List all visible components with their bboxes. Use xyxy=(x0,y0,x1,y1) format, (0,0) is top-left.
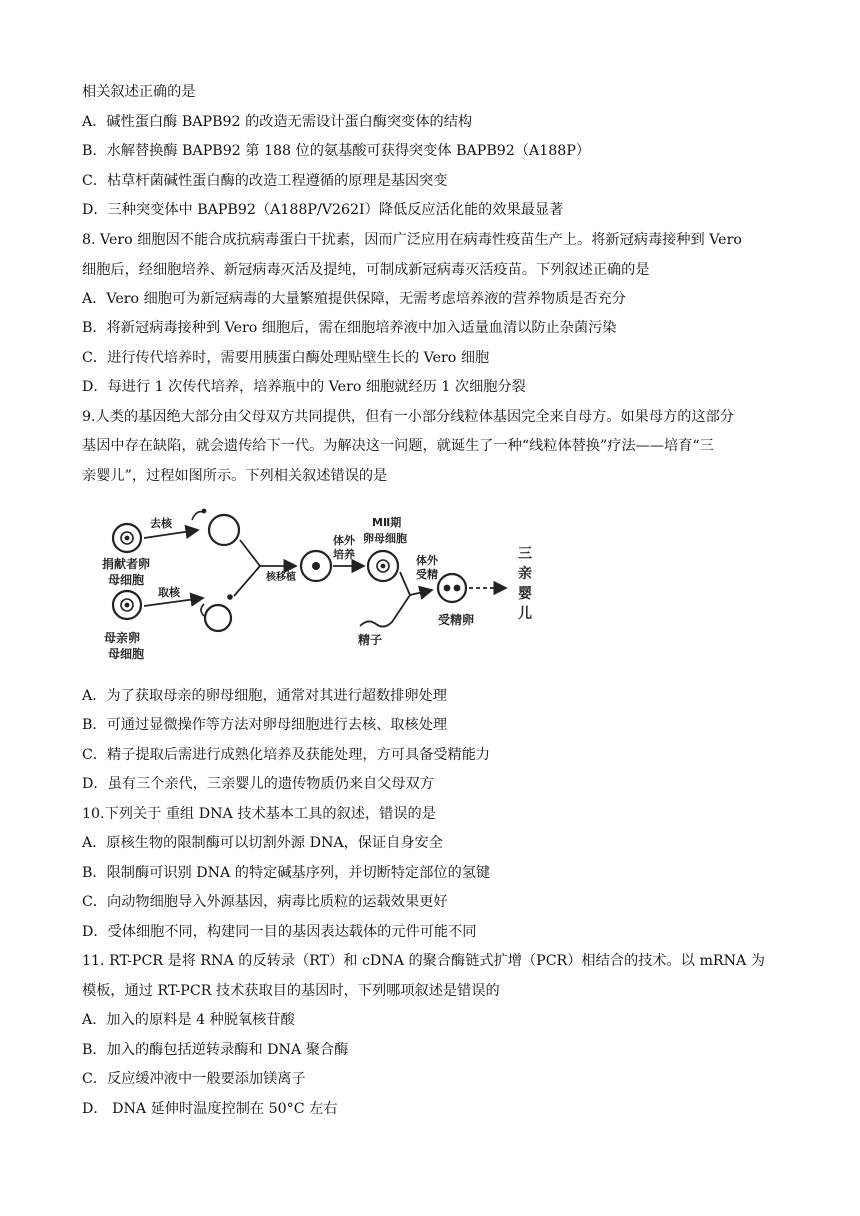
q9-stem-line-2: 基因中存在缺陷，就会遗传给下一代。为解决这一问题，就诞生了一种“线粒体替换”疗法——培育“三 xyxy=(82,438,714,454)
baby-label-char-4: 儿 xyxy=(518,606,532,622)
donor-oocyte xyxy=(113,524,141,552)
q8-stem-line-1: 8. Vero 细胞因不能合成抗病毒蛋白干扰素，因而广泛应用在病毒性疫苗生产上。将新冠病毒接种到 Vero xyxy=(82,232,742,248)
removed-nucleus-dot xyxy=(192,509,206,520)
mother-oocyte-remnant xyxy=(201,604,231,631)
mii-label-line-1: MⅡ期 xyxy=(372,516,402,529)
q7-option-a: A．碱性蛋白酶 BAPB92 的改造无需设计蛋白酶突变体的结构 xyxy=(82,114,473,130)
q10-option-d: D．受体细胞不同，构建同一目的基因表达载体的元件可能不同 xyxy=(82,924,477,940)
enucleated-oocyte xyxy=(209,515,239,545)
fertilized-egg-label: 受精卵 xyxy=(438,613,475,627)
mother-label-line-2: 母细胞 xyxy=(108,647,145,661)
mother-label-line-1: 母亲卵 xyxy=(104,631,141,645)
mii-oocyte xyxy=(368,551,398,581)
reconstructed-oocyte xyxy=(301,551,331,581)
q9-option-b: B．可通过显微操作等方法对卵母细胞进行去核、取核处理 xyxy=(82,717,448,733)
nuclear-transfer-label: 核移植 xyxy=(266,572,296,583)
mii-label-line-2: 卵母细胞 xyxy=(363,532,407,545)
baby-label-char-1: 三 xyxy=(518,546,532,562)
remove-nucleus-label: 去核 xyxy=(150,517,172,530)
q7-option-c: C．枯草杆菌碱性蛋白酶的改造工程遵循的原理是基因突变 xyxy=(82,173,448,189)
sperm-path xyxy=(360,595,410,627)
q11-option-a: A．加入的原料是 4 种脱氧核苷酸 xyxy=(82,1012,295,1028)
three-parent-baby-diagram xyxy=(100,500,550,675)
q10-stem: 10.下列关于 重组 DNA 技术基本工具的叙述，错误的是 xyxy=(82,806,436,822)
q8-option-a: A．Vero 细胞可为新冠病毒的大量繁殖提供保障，无需考虑培养液的营养物质是否充分 xyxy=(82,291,626,307)
sperm-label: 精子 xyxy=(358,633,383,647)
fertilized-egg xyxy=(438,574,466,602)
q8-option-d: D．每进行 1 次传代培养，培养瓶中的 Vero 细胞就经历 1 次细胞分裂 xyxy=(82,379,526,395)
q10-option-b: B．限制酶可识别 DNA 的特定碱基序列，并切断特定部位的氢键 xyxy=(82,865,491,881)
q9-stem-line-1: 9.人类的基因绝大部分由父母双方共同提供，但有一小部分线粒体基因完全来自母方。如果母方的这部分 xyxy=(82,409,734,425)
q7-option-b: B．水解替换酶 BAPB92 第 188 位的氨基酸可获得突变体 BAPB92（A188P） xyxy=(82,143,591,159)
remove-nucleus-arrow xyxy=(144,530,198,538)
merge-line-top xyxy=(240,540,260,566)
q8-stem-line-2: 细胞后，经细胞培养、新冠病毒灭活及提纯，可制成新冠病毒灭活疫苗。下列叙述正确的是 xyxy=(82,262,650,278)
q11-option-c: C．反应缓冲液中一般要添加镁离子 xyxy=(82,1071,306,1087)
q7-stem-tail: 相关叙述正确的是 xyxy=(82,84,196,100)
q11-option-d: D． DNA 延伸时温度控制在 50°C 左右 xyxy=(82,1101,338,1117)
q9-option-c: C．精子提取后需进行成熟化培养及获能处理，方可具备受精能力 xyxy=(82,747,491,763)
donor-label-line-2: 母细胞 xyxy=(108,573,145,587)
take-nucleus-arrow xyxy=(144,598,203,606)
fertilization-label-line-2: 受精 xyxy=(416,568,438,581)
mother-nucleus-dot xyxy=(227,594,233,600)
q9-option-a: A．为了获取母亲的卵母细胞，通常对其进行超数排卵处理 xyxy=(82,688,447,704)
q11-option-b: B．加入的酶包括逆转录酶和 DNA 聚合酶 xyxy=(82,1042,349,1058)
q7-option-d: D．三种突变体中 BAPB92（A188P/V262I）降低反应活化能的效果最显著 xyxy=(82,202,564,218)
baby-label-char-3: 婴 xyxy=(518,586,532,602)
q8-option-b: B．将新冠病毒接种到 Vero 细胞后，需在细胞培养液中加入适量血清以防止杂菌污染 xyxy=(82,320,617,336)
take-nucleus-label: 取核 xyxy=(158,586,180,599)
q9-stem-line-3: 亲婴儿”，过程如图所示。下列相关叙述错误的是 xyxy=(82,468,388,484)
q9-option-d: D．虽有三个亲代，三亲婴儿的遗传物质仍来自父母双方 xyxy=(82,776,434,792)
fertilization-arrow xyxy=(410,590,432,595)
culture-label-line-1: 体外 xyxy=(333,534,355,547)
q10-option-c: C．向动物细胞导入外源基因，病毒比质粒的运载效果更好 xyxy=(82,894,448,910)
mother-oocyte xyxy=(113,591,141,619)
fertilization-label-line-1: 体外 xyxy=(416,554,438,567)
donor-label-line-1: 捐献者卵 xyxy=(102,557,151,571)
q11-stem-line-1: 11. RT-PCR 是将 RNA 的反转录（RT）和 cDNA 的聚合酶链式扩增（PCR）相结合的技术。以 mRNA 为 xyxy=(82,953,765,969)
fertilization-line-top xyxy=(400,572,410,595)
q8-option-c: C．进行传代培养时，需要用胰蛋白酶处理贴壁生长的 Vero 细胞 xyxy=(82,350,490,366)
merge-line-bottom xyxy=(234,566,260,596)
culture-label-line-2: 培养 xyxy=(333,548,355,561)
q11-stem-line-2: 模板，通过 RT-PCR 技术获取目的基因时，下列哪项叙述是错误的 xyxy=(82,983,500,999)
q10-option-a: A．原核生物的限制酶可以切割外源 DNA，保证自身安全 xyxy=(82,835,443,851)
baby-label-char-2: 亲 xyxy=(518,566,532,582)
